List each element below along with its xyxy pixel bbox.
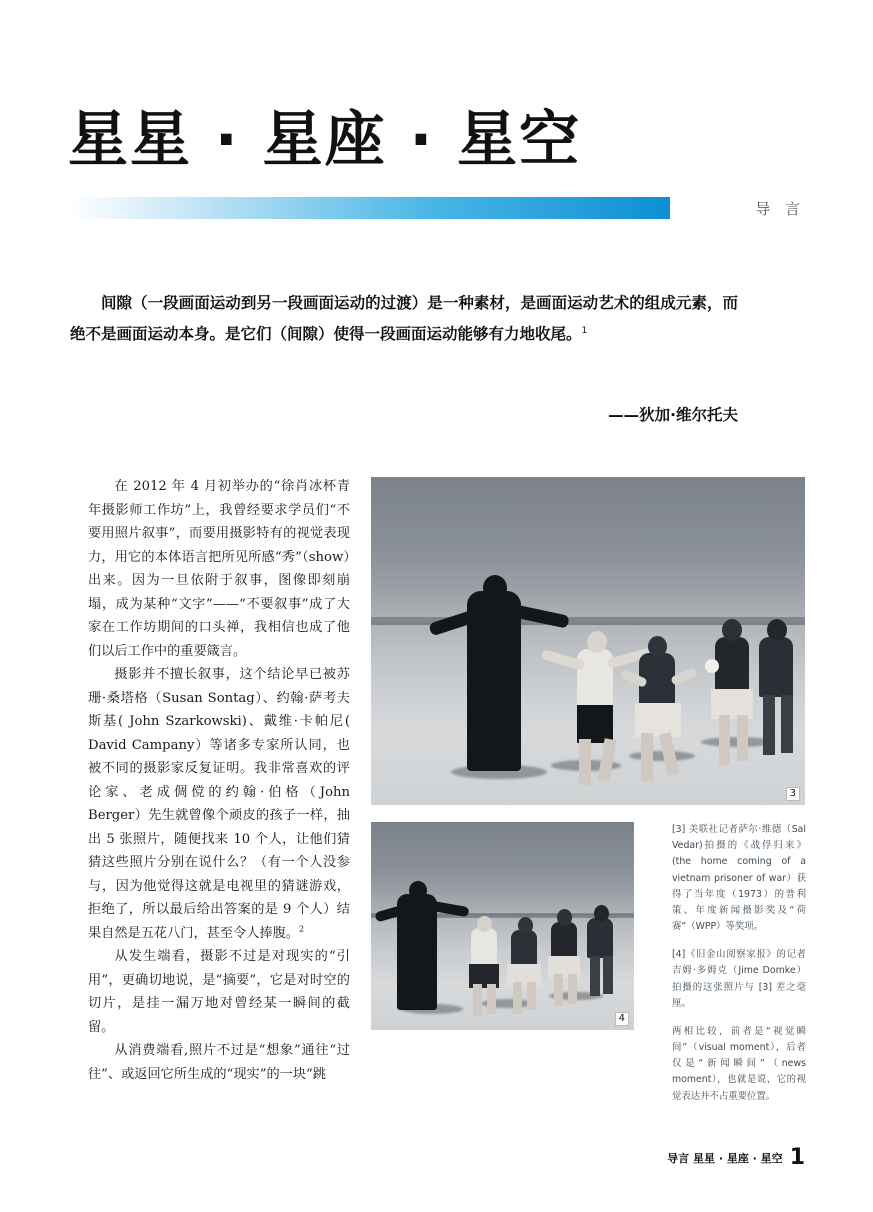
- running-figure-leg: [763, 695, 775, 755]
- running-figure-skirt: [577, 705, 613, 743]
- caption-note: 两相比较，前者是“视觉瞬间”（visual moment），后者仅是“新闻瞬间”（news moment），也就是说，它的视觉表达并不占重要位置。: [672, 1025, 806, 1102]
- figure-image-4: [371, 822, 634, 1030]
- body-footnote-marker: 2: [299, 924, 305, 934]
- running-figure-head: [587, 631, 607, 653]
- section-label: 导 言: [755, 200, 805, 218]
- section-bar: [70, 197, 805, 221]
- caption-column: [672, 822, 806, 1117]
- page-footer: [667, 1145, 805, 1170]
- running-figure: [551, 922, 577, 960]
- figure-caption-3: [3] 美联社记者萨尔·维德（Sal Vedar)拍摄的《战俘归来》(the home coming of a vietnam prisoner of war）获得了当年度（1973）的普利策、年度新闻摄影奖及“荷赛”（WPP）等奖项。: [672, 824, 806, 933]
- running-figure-leg: [568, 974, 577, 1004]
- running-figure-head: [557, 909, 572, 926]
- running-figure-leg: [590, 956, 600, 996]
- photo-scene: [371, 477, 805, 805]
- running-figure-leg: [603, 956, 613, 994]
- running-figure-leg: [527, 982, 536, 1010]
- epigraph-body: 间隙（一段画面运动到另一段画面运动的过渡）是一种素材，是画面运动艺术的组成元素，而绝不是画面运动本身。是它们（间隙）使得一段画面运动能够有力地收尾。: [70, 294, 738, 343]
- running-figure: [471, 928, 497, 968]
- running-figure-leg: [579, 739, 591, 785]
- running-figure-leg: [554, 974, 563, 1006]
- running-figure-skirt: [635, 703, 681, 737]
- running-figure-leg: [513, 982, 522, 1014]
- epigraph-attribution: ——狄加·维尔托夫: [608, 406, 738, 424]
- running-figure: [715, 637, 749, 693]
- body-paragraph: 从发生端看，摄影不过是对现实的“引用”，更确切地说，是“摘要”，它是对时空的切片，是挂一漏万地对曾经某一瞬间的截留。: [88, 949, 350, 1035]
- body-paragraph: 在 2012 年 4 月初举办的“徐肖冰杯青年摄影师工作坊”上，我曾经要求学员们“不要用照片叙事”，而要用摄影特有的视觉表现力，用它的本体语言把所见所感“秀”（show）出来。因为一旦依附于叙事，图像即刻崩塌，成为某种“文字”——“不要叙事”成了大家在工作坊期间的口头禅，我相信也成了他们以后工作中的重要箴言。: [88, 479, 350, 659]
- epigraph-footnote-marker: 1: [581, 325, 588, 336]
- soldier-head: [483, 575, 507, 601]
- running-figure: [577, 649, 613, 709]
- figure-number: 3: [786, 787, 800, 801]
- running-figure: [511, 930, 537, 968]
- running-figure-leg: [781, 695, 793, 753]
- body-column: [88, 475, 350, 1086]
- figure-number: 4: [615, 1012, 629, 1026]
- running-figure: [587, 918, 613, 958]
- running-figure: [759, 637, 793, 697]
- gradient-rule: [70, 197, 670, 219]
- figure-caption-4: [4]《旧金山阅察家报》的记者吉姆·多姆克（Jime Domke）拍摄的这张照片与 [3] 差之毫厘。: [672, 949, 806, 1009]
- body-paragraph: [88, 663, 350, 945]
- running-figure-head: [648, 636, 667, 657]
- running-figure-leg: [487, 984, 496, 1014]
- running-figure-leg: [597, 738, 616, 781]
- body-paragraph: 从消费端看,照片不过是“想象”通往“过往”、或返回它所生成的“现实”的一块“跳: [88, 1043, 350, 1082]
- flowers: [705, 659, 719, 673]
- body-paragraph-text: 摄影并不擅长叙事，这个结论早已被苏珊·桑塔格（Susan Sontag）、约翰·萨考夫斯基( John Szarkowski)、戴维·卡帕尼( David Campany）等诸多专家所认同，也被不同的摄影家反复证明。我非常喜欢的评论家、老成倜傥的约翰·伯格（John Berger）先生就曾像个顽皮的孩子一样，抽出 5 张照片，随便找来 10 个人，让他们猜猜这些照片分别在说什么？（有一个人没参与，因为他觉得这就是电视里的猜谜游戏，拒绝了，所以最后给出答案的是 9 个人）结果自然是五花八门，甚至令人捧腹。: [88, 667, 350, 941]
- figure-image-3: [371, 477, 805, 805]
- page-number: 1: [789, 1145, 805, 1170]
- running-figure-head: [518, 917, 533, 934]
- running-figure-head: [722, 619, 742, 641]
- running-figure-head: [594, 905, 609, 922]
- running-figure-leg: [737, 715, 748, 761]
- running-figure-head: [477, 916, 492, 932]
- epigraph-text: [70, 288, 738, 350]
- soldier-head: [409, 881, 427, 900]
- running-figure-leg: [719, 715, 730, 765]
- running-figure-leg: [473, 984, 482, 1016]
- running-title: 导言 星星 · 星座 · 星空: [667, 1152, 783, 1165]
- running-figure-leg: [641, 733, 653, 781]
- page-title: 星星 · 星座 · 星空: [68, 105, 582, 175]
- photo-scene: [371, 822, 634, 1030]
- running-figure-head: [767, 619, 787, 641]
